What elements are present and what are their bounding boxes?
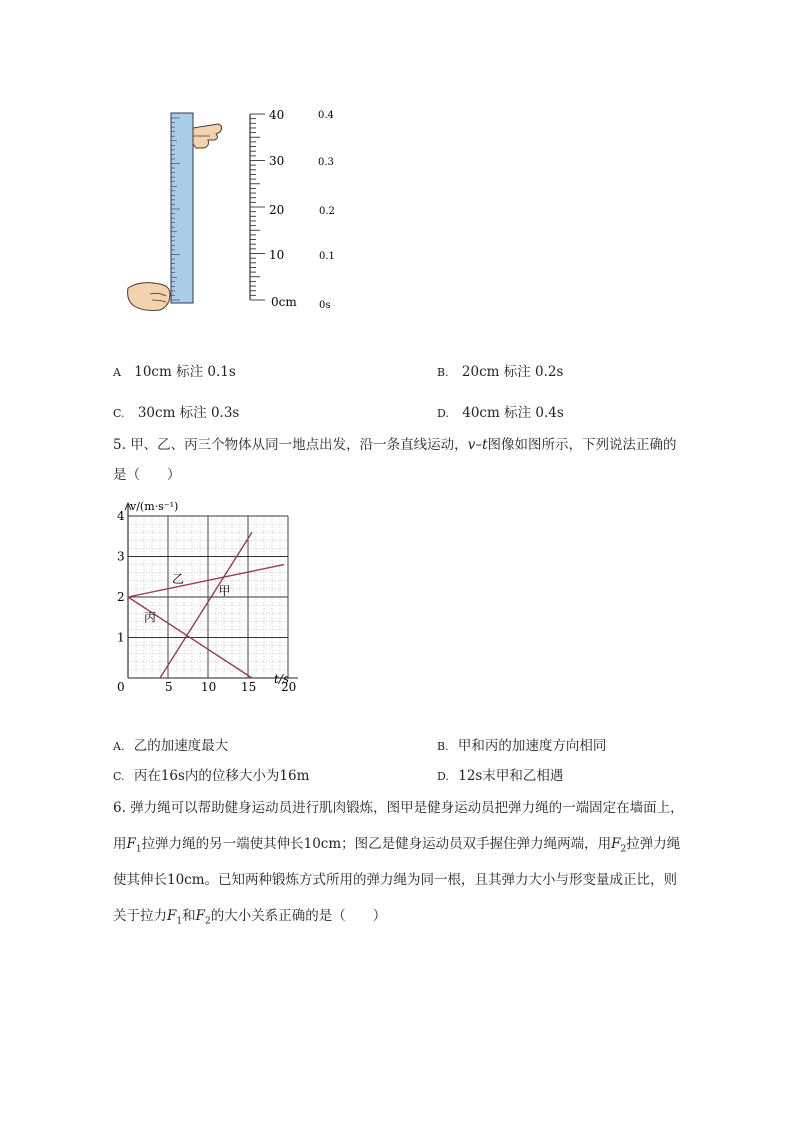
option-text: 40cm 标注 0.4s [462,405,564,421]
q4-option-c[interactable] [113,407,239,421]
q5-stem-line1: 5. 甲、乙、丙三个物体从同一地点出发，沿一条直线运动，v–t图像如图所示，下列说法正确的 [113,437,677,453]
option-letter: B. [437,740,449,753]
q4-option-d[interactable] [437,407,564,421]
scale-label-30: 30 [269,154,285,168]
y-axis-label: v/(m·s⁻¹) [130,500,179,513]
time-label-0.3: 0.3 [318,157,334,168]
y-tick-label: 4 [117,509,125,523]
option-text: 10cm 标注 0.1s [134,364,236,380]
y-tick-label: 3 [117,549,125,564]
bottom-hand-icon [128,283,170,311]
series-label: 乙 [172,571,185,586]
x-tick-label: 15 [241,680,257,694]
option-text: 丙在16s内的位移大小为16m [133,768,310,784]
q5-option-c[interactable] [113,770,309,784]
question-number: 6. [113,800,126,816]
option-text: 甲和丙的加速度方向相同 [457,738,607,754]
x-tick-label: 0 [117,680,125,694]
q6-line3: 使其伸长10cm。已知两种锻炼方式所用的弹力绳为同一根，且其弹力大小与形变量成正比，则 [113,872,678,888]
question-number: 5. [113,437,126,453]
ruler-figure [120,100,360,320]
series-label: 丙 [144,610,157,625]
option-letter: D. [437,407,449,420]
scale-label-40: 40 [269,108,285,122]
top-hand-icon [193,124,222,148]
x-tick-labels [117,680,296,694]
scale-label-0cm: 0cm [271,295,297,309]
y-tick-label: 1 [117,630,125,645]
option-letter: D. [437,770,449,783]
x-tick-label: 20 [281,680,297,694]
x-tick-label: 5 [165,680,173,694]
series-label: 甲 [218,583,231,598]
time-label-0.2: 0.2 [319,206,335,217]
option-text: 乙的加速度最大 [133,738,229,754]
y-tick-label: 2 [117,590,125,604]
q4-option-b[interactable] [437,366,563,380]
option-letter: A [113,366,121,379]
time-label-0.4: 0.4 [318,110,334,121]
option-text: 30cm 标注 0.3s [137,405,240,421]
option-text: 12s末甲和乙相遇 [458,768,564,784]
q5-option-a[interactable] [113,740,228,754]
q5-option-b[interactable] [437,740,606,754]
x-tick-label: 10 [201,680,217,694]
scale-ticks [250,114,265,300]
option-letter: A. [113,740,125,753]
q5-option-d[interactable] [437,770,563,784]
scale-label-20: 20 [269,203,285,217]
q4-option-a[interactable] [113,366,236,380]
time-label-0s: 0s [319,300,331,311]
q6-line4: 关于拉力$F_1$和$F_2$的大小关系正确的是（ ） [113,908,387,927]
ruler-body [171,113,193,303]
option-text: 20cm 标注 0.2s [461,364,564,380]
x-axis-label: t/s [274,672,290,686]
vt-chart [108,496,328,696]
q6-line1: 6. 弹力绳可以帮助健身运动员进行肌肉锻炼，图甲是健身运动员把弹力绳的一端固定在墙面上， [113,800,684,816]
y-tick-labels [117,509,125,645]
q6-line2: 用$F_1$拉弹力绳的另一端使其伸长10cm；图乙是健身运动员双手握住弹力绳两端，用$F_2$拉弹力绳 [113,836,681,855]
time-label-0.1: 0.1 [319,251,335,262]
option-letter: C. [113,770,125,783]
option-letter: B. [437,366,449,379]
scale-label-10: 10 [269,248,285,262]
q5-stem-line2: 是（ ） [113,467,181,483]
option-letter: C. [113,407,125,420]
